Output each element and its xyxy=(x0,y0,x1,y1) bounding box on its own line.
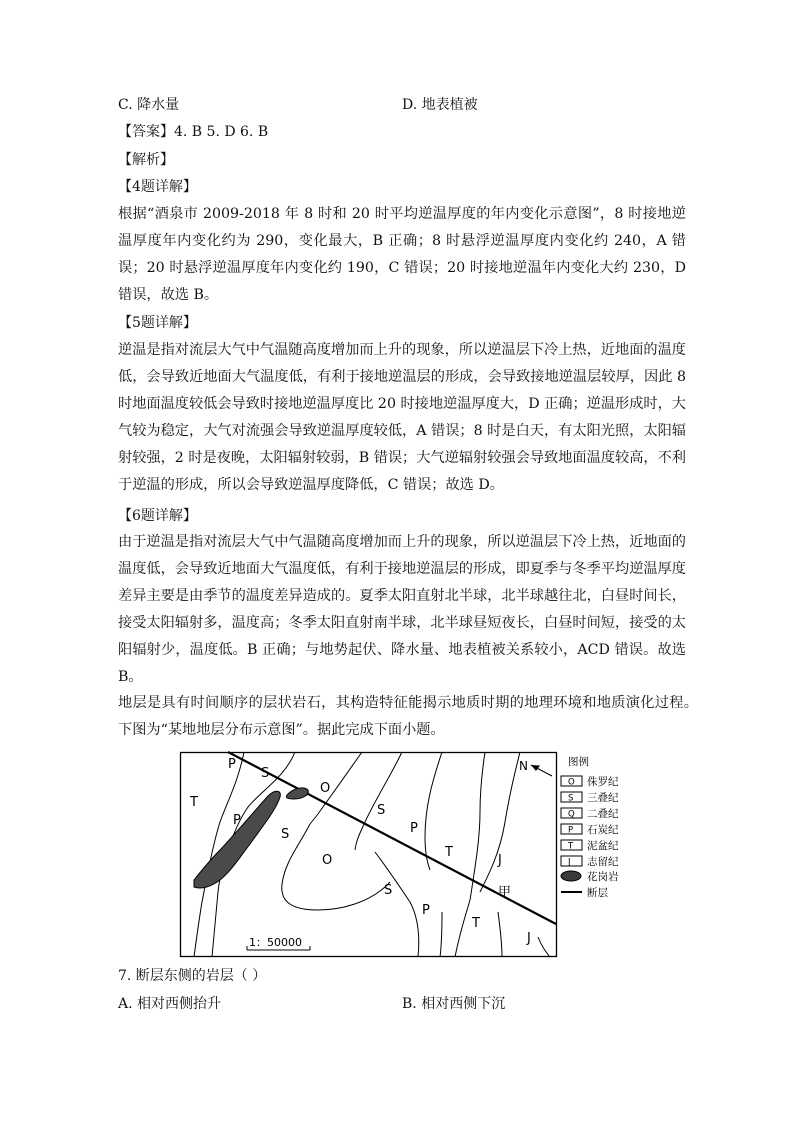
legend-item-name: 泥盆纪 xyxy=(587,840,619,852)
legend-fault: 断层 xyxy=(587,887,608,899)
option-d: D. 地表植被 xyxy=(402,97,478,113)
strata-label: S xyxy=(261,766,270,781)
q4-title: 【4题详解】 xyxy=(118,179,197,195)
strata-label: P xyxy=(422,903,430,918)
scale-label: 1：50000 xyxy=(249,936,302,949)
strata-label: P xyxy=(410,821,418,836)
strata-label: T xyxy=(190,795,198,810)
strata-label: O xyxy=(320,781,331,796)
q5-title: 【5题详解】 xyxy=(118,315,197,331)
scale-bar xyxy=(247,936,310,950)
legend-symbol: Q xyxy=(568,809,575,820)
granite-swatch xyxy=(561,871,581,881)
strata-label: J xyxy=(527,931,531,946)
legend-symbol: T xyxy=(568,841,574,852)
q4-explanation: 根据“酒泉市 2009-2018 年 8 时和 20 时平均逆温厚度的年内变化示意图”，8 时接地逆温厚度年内变化约为 290，变化最大，B 正确；8 时悬浮逆温厚度内变化约 240，A 错误；20 时悬浮逆温厚度年内变化约 190，C 错误；20 时接地逆温年内变化大约 230，D 错误，故选 B。 xyxy=(118,206,686,303)
strata-label: T xyxy=(472,916,480,931)
legend-item-name: 三叠纪 xyxy=(587,792,619,804)
strata-label: S xyxy=(377,803,386,818)
strata-label: O xyxy=(322,853,333,868)
answer-line: 【答案】4. B 5. D 6. B xyxy=(118,124,269,140)
legend-item-name: 侏罗纪 xyxy=(587,776,619,788)
legend-symbol: O xyxy=(568,777,575,788)
strata-label: J xyxy=(498,853,502,868)
strata-map xyxy=(180,752,619,958)
q5-explanation: 逆温是指对流层大气中气温随高度增加而上升的现象，所以逆温层下冷上热，近地面的温度低，会导致近地面大气温度低，有利于接地逆温层的形成，会导致接地逆温层较厚，因此 8 时地面温度较低会导致时接地逆温厚度比 20 时接地逆温厚度大，D 正确；逆温形成时，大气较为稳定，大气对流强会导致逆温厚度较低，A 错误；8 时是白天，有太阳光照，太阳辐射较强，2 时是夜晚，太阳辐射较弱，B 错误；大气逆辐射较强会导致地面温度较高，不利于逆温的形成，所以会导致逆温厚度降低，C 错误；故选 D。 xyxy=(118,342,686,493)
legend-symbol: S xyxy=(568,793,574,804)
map-intro: 地层是具有时间顺序的层状岩石，其构造特征能揭示地质时期的地理环境和地质演化过程。下图为“某地地层分布示意图”。据此完成下面小题。 xyxy=(118,695,698,738)
legend-symbol: J xyxy=(568,857,571,868)
legend-title: 图例 xyxy=(568,756,589,768)
strata-label: S xyxy=(281,827,290,842)
q7-option-b: B. 相对西侧下沉 xyxy=(402,996,506,1012)
point-jia-label: 甲 xyxy=(498,885,512,900)
north-label: N xyxy=(519,759,528,773)
option-c: C. 降水量 xyxy=(118,97,180,113)
legend-item-name: 志留纪 xyxy=(587,856,619,868)
legend-symbol: P xyxy=(568,825,574,836)
strata-label: S xyxy=(384,883,393,898)
q7-stem: 7. 断层东侧的岩层（ ） xyxy=(118,968,267,984)
strata-label: T xyxy=(445,845,453,860)
strata-label: P xyxy=(228,757,236,772)
legend-item-name: 二叠纪 xyxy=(587,808,619,820)
q7-option-a: A. 相对西侧抬升 xyxy=(118,996,222,1012)
strata-label: P xyxy=(233,813,241,828)
legend-granite: 花岗岩 xyxy=(587,871,619,883)
legend xyxy=(561,755,619,899)
legend-item-name: 石炭纪 xyxy=(587,824,619,836)
analysis-label: 【解析】 xyxy=(118,152,174,168)
q6-explanation: 由于逆温是指对流层大气中气温随高度增加而上升的现象，所以逆温层下冷上热，近地面的温度低，会导致近地面大气温度低，有利于接地逆温层的形成，即夏季与冬季平均逆温厚度差异主要是由季节的温度差异造成的。夏季太阳直射北半球，北半球越往北，白昼时间长，接受太阳辐射多，温度高；冬季太阳直射南半球，北半球昼短夜长，白昼时间短，接受的太阳辐射少，温度低。B 正确；与地势起伏、降水量、地表植被关系较小，ACD 错误。故选 B。 xyxy=(118,534,686,685)
q6-title: 【6题详解】 xyxy=(118,508,197,524)
